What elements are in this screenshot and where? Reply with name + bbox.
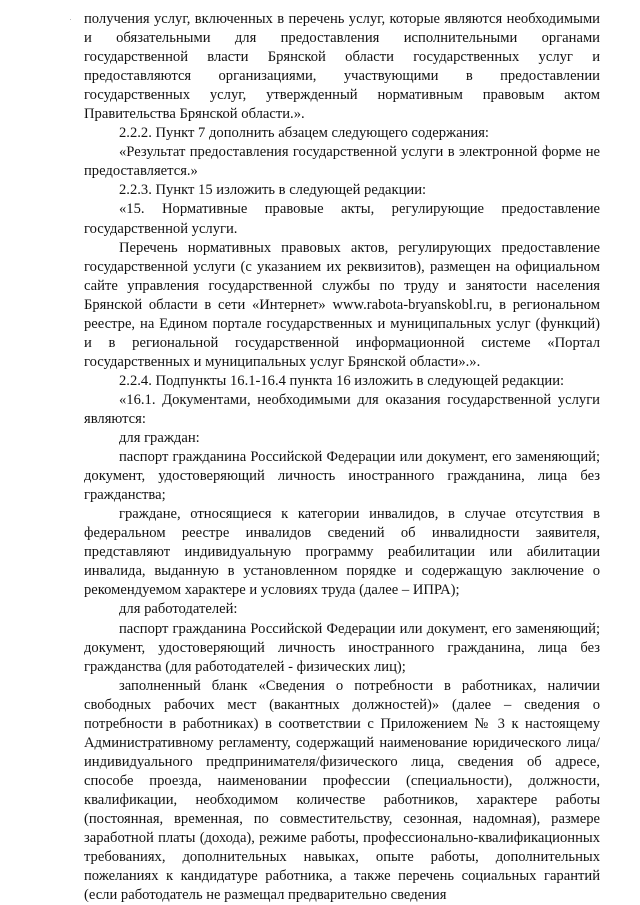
- paragraph: 2.2.3. Пункт 15 изложить в следующей редакции:: [119, 182, 427, 199]
- paragraph: граждане, относящиеся к категории инвалидов, в случае отсутствия в федеральном реестре инвалидов сведений об инвалидности заявителя, представляют индивидуальную программу реабилитации или абилитации инвалида, выданную в установленном порядке и содержащую заключение о рекомендуемом характере и условиях труда (далее – ИПРА);: [84, 506, 600, 599]
- paragraph: «Результат предоставления государственной услуги в электронной форме не предоставляется.»: [84, 144, 600, 180]
- paragraph: «16.1. Документами, необходимыми для оказания государственной услуги являются:: [84, 391, 600, 427]
- paragraph: «15. Нормативные правовые акты, регулирующие предоставление государственной услуги.: [84, 201, 600, 237]
- scan-speck: [70, 19, 71, 20]
- paragraph: 2.2.2. Пункт 7 дополнить абзацем следующего содержания:: [119, 125, 489, 142]
- document-body: [84, 10, 600, 905]
- paragraph: для работодателей:: [119, 601, 238, 618]
- paragraph: паспорт гражданина Российской Федерации или документ, его заменяющий; документ, удостоверяющий личность иностранного гражданина, лица без гражданства;: [84, 449, 600, 504]
- paragraph: для граждан:: [119, 430, 200, 447]
- paragraph: 2.2.4. Подпункты 16.1-16.4 пункта 16 изложить в следующей редакции:: [119, 372, 565, 389]
- paragraph: заполненный бланк «Сведения о потребности в работниках, наличии свободных рабочих мест (вакантных должностей)» (далее – сведения о потребности в работниках) в соответствии с Приложением № 3 к настоящему Административному регламенту, содержащий наименование юридического лица/индивидуального предпринимателя/физического лица, сведения об адресе, способе проезда, наименовании профессии (специальности), должности, квалификации, необходимом количестве работников, характере работы (постоянная, временная, по совместительству, сезонная, надомная), размере заработной платы (дохода), режиме работы, профессионально-квалификационных требованиях, дополнительных навыках, опыте работы, дополнительных пожеланиях к кандидатуре работника, а также перечень социальных гарантий (если работодатель не размещал предварительно сведения: [84, 677, 600, 904]
- paragraph: Перечень нормативных правовых актов, регулирующих предоставление государственной услуги (с указанием их реквизитов), размещен на официальном сайте управления государственной службы по труду и занятости населения Брянской области в сети «Интернет» www.rabota-bryanskobl.ru, в региональном реестре, на Едином портале государственных и муниципальных услуг (функций) и в региональной государственной информационной системе «Портал государственных и муниципальных услуг Брянской области».».: [84, 239, 600, 370]
- paragraph: получения услуг, включенных в перечень услуг, которые являются необходимыми и обязательными для предоставления исполнительными органами государственной власти Брянской области государственных услуг и предоставляются организациями, участвующими в предоставлении государственных услуг, утвержденный нормативным правовым актом Правительства Брянской области.».: [84, 11, 600, 123]
- paragraph: паспорт гражданина Российской Федерации или документ, его заменяющий; документ, удостоверяющий личность иностранного гражданина, лица без гражданства (для работодателей - физических лиц);: [84, 620, 600, 675]
